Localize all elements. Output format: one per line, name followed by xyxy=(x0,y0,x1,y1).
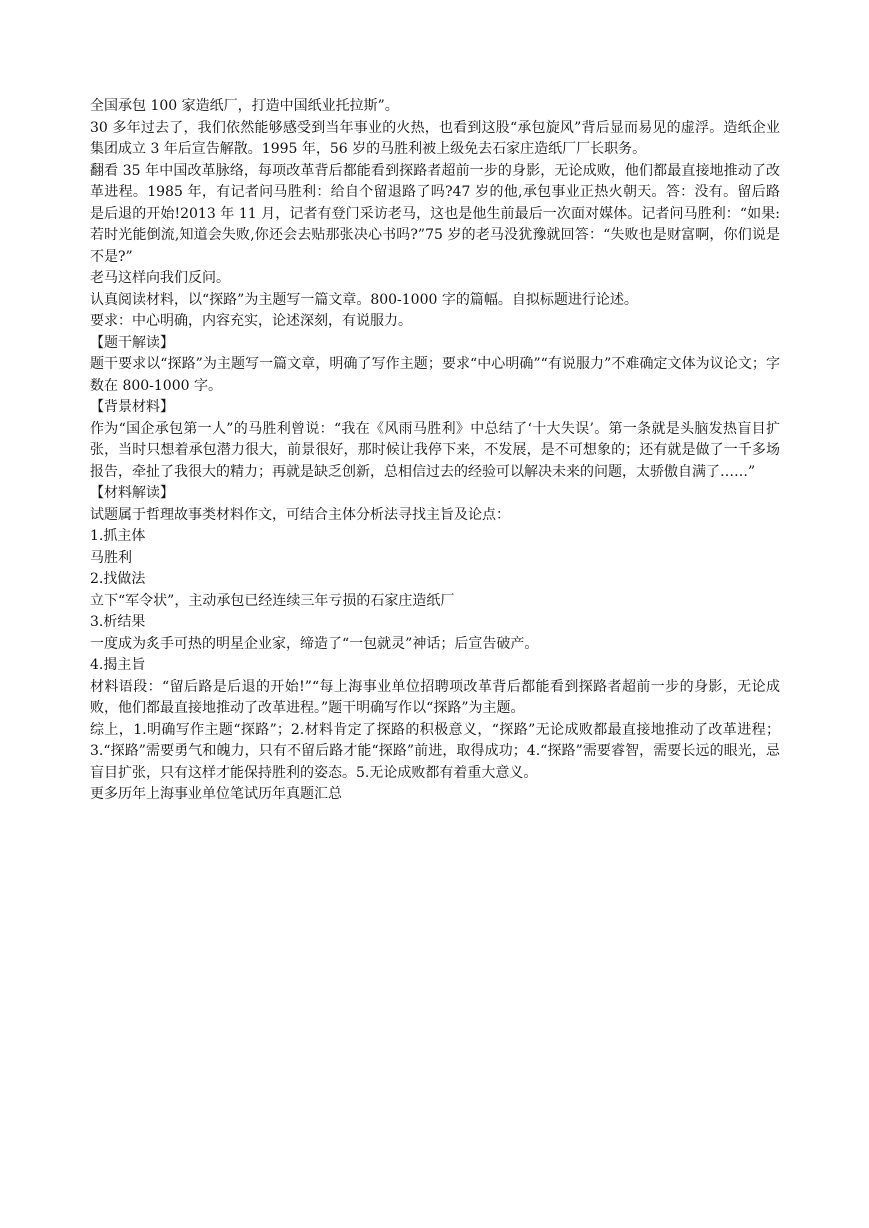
step-content-result: 一度成为炙手可热的明星企业家，缔造了“一包就灵”神话；后宣告破产。 xyxy=(90,635,539,652)
section-heading-material-analysis: 【材料解读】 xyxy=(90,485,174,501)
step-heading-result: 3.析结果 xyxy=(90,614,146,630)
paragraph-material-type: 试题属于哲理故事类材料作文，可结合主体分析法寻找主旨及论点： xyxy=(90,506,510,523)
paragraph-background: 作为“国企承包第一人”的马胜利曾说：“我在《风雨马胜利》中总结了‘十大失误’。第一条就是头脑发热盲目扩张，当时只想着承包潜力很大，前景很好，那时候让我停下来，不发展，是不可想象的；还有就是做了一千多场报告，牵扯了我很大的精力；再就是缺乏创新，总相信过去的经验可以解决未来的问题，太骄傲自满了……” xyxy=(90,420,780,480)
paragraph-reform-context: 翻看 35 年中国改革脉络，每项改革背后都能看到探路者超前一步的身影，无论成败，他们都最直接地推动了改革进程。1985 年，有记者问马胜利：给自个留退路了吗?47 岁的他,承包事业正热火朝天。答：没有。留后路是后退的开始!2013 年 11 月，记者有登门采访老马，这也是他生前最后一次面对媒体。记者问马胜利：“如果:若时光能倒流,知道会失败,你还会去贴那张决心书吗?”75 岁的老马没犹豫就回答：“失败也是财富啊，你们说是不是?” xyxy=(90,162,780,265)
section-heading-background: 【背景材料】 xyxy=(90,399,174,415)
step-heading-method: 2.找做法 xyxy=(90,571,146,587)
paragraph-requirements: 要求：中心明确，内容充实，论述深刻，有说服力。 xyxy=(90,313,412,329)
step-heading-theme: 4.揭主旨 xyxy=(90,657,146,673)
step-heading-subject: 1.抓主体 xyxy=(90,528,146,544)
step-content-method: 立下“军令状”，主动承包已经连续三年亏损的石家庄造纸厂 xyxy=(90,592,455,609)
paragraph-rhetorical-question: 老马这样向我们反问。 xyxy=(90,270,230,286)
step-content-theme: 材料语段：“留后路是后退的开始!”“每上海事业单位招聘项改革背后都能看到探路者超前一步的身影，无论成败，他们都最直接地推动了改革进程。”题干明确写作以“探路”为主题。 xyxy=(90,678,780,716)
more-exam-link-text: 更多历年上海事业单位笔试历年真题汇总 xyxy=(90,786,342,802)
paragraph-contract-line: 全国承包 100 家造纸厂，打造中国纸业托拉斯”。 xyxy=(90,98,399,114)
paragraph-task-instruction: 认真阅读材料，以“探路”为主题写一篇文章。800-1000 字的篇幅。自拟标题进行论述。 xyxy=(90,291,638,308)
document-body xyxy=(90,96,780,806)
paragraph-prompt-analysis: 题干要求以“探路”为主题写一篇文章，明确了写作主题；要求“中心明确”“有说服力”不难确定文体为议论文；字数在 800-1000 字。 xyxy=(90,356,780,394)
paragraph-thirty-years: 30 多年过去了，我们依然能够感受到当年事业的火热，也看到这股“承包旋风”背后显而易见的虚浮。造纸企业集团成立 3 年后宣告解散。1995 年，56 岁的马胜利被上级免去石家庄造纸厂厂长职务。 xyxy=(90,119,780,157)
paragraph-summary: 综上，1.明确写作主题“探路”；2.材料肯定了探路的积极意义，“探路”无论成败都最直接地推动了改革进程；3.“探路”需要勇气和魄力，只有不留后路才能“探路”前进，取得成功；4.“探路”需要睿智，需要长远的眼光，忌盲目扩张，只有这样才能保持胜利的姿态。5.无论成败都有着重大意义。 xyxy=(90,721,780,781)
section-heading-prompt-analysis: 【题干解读】 xyxy=(90,334,174,351)
step-content-subject: 马胜利 xyxy=(90,549,132,566)
